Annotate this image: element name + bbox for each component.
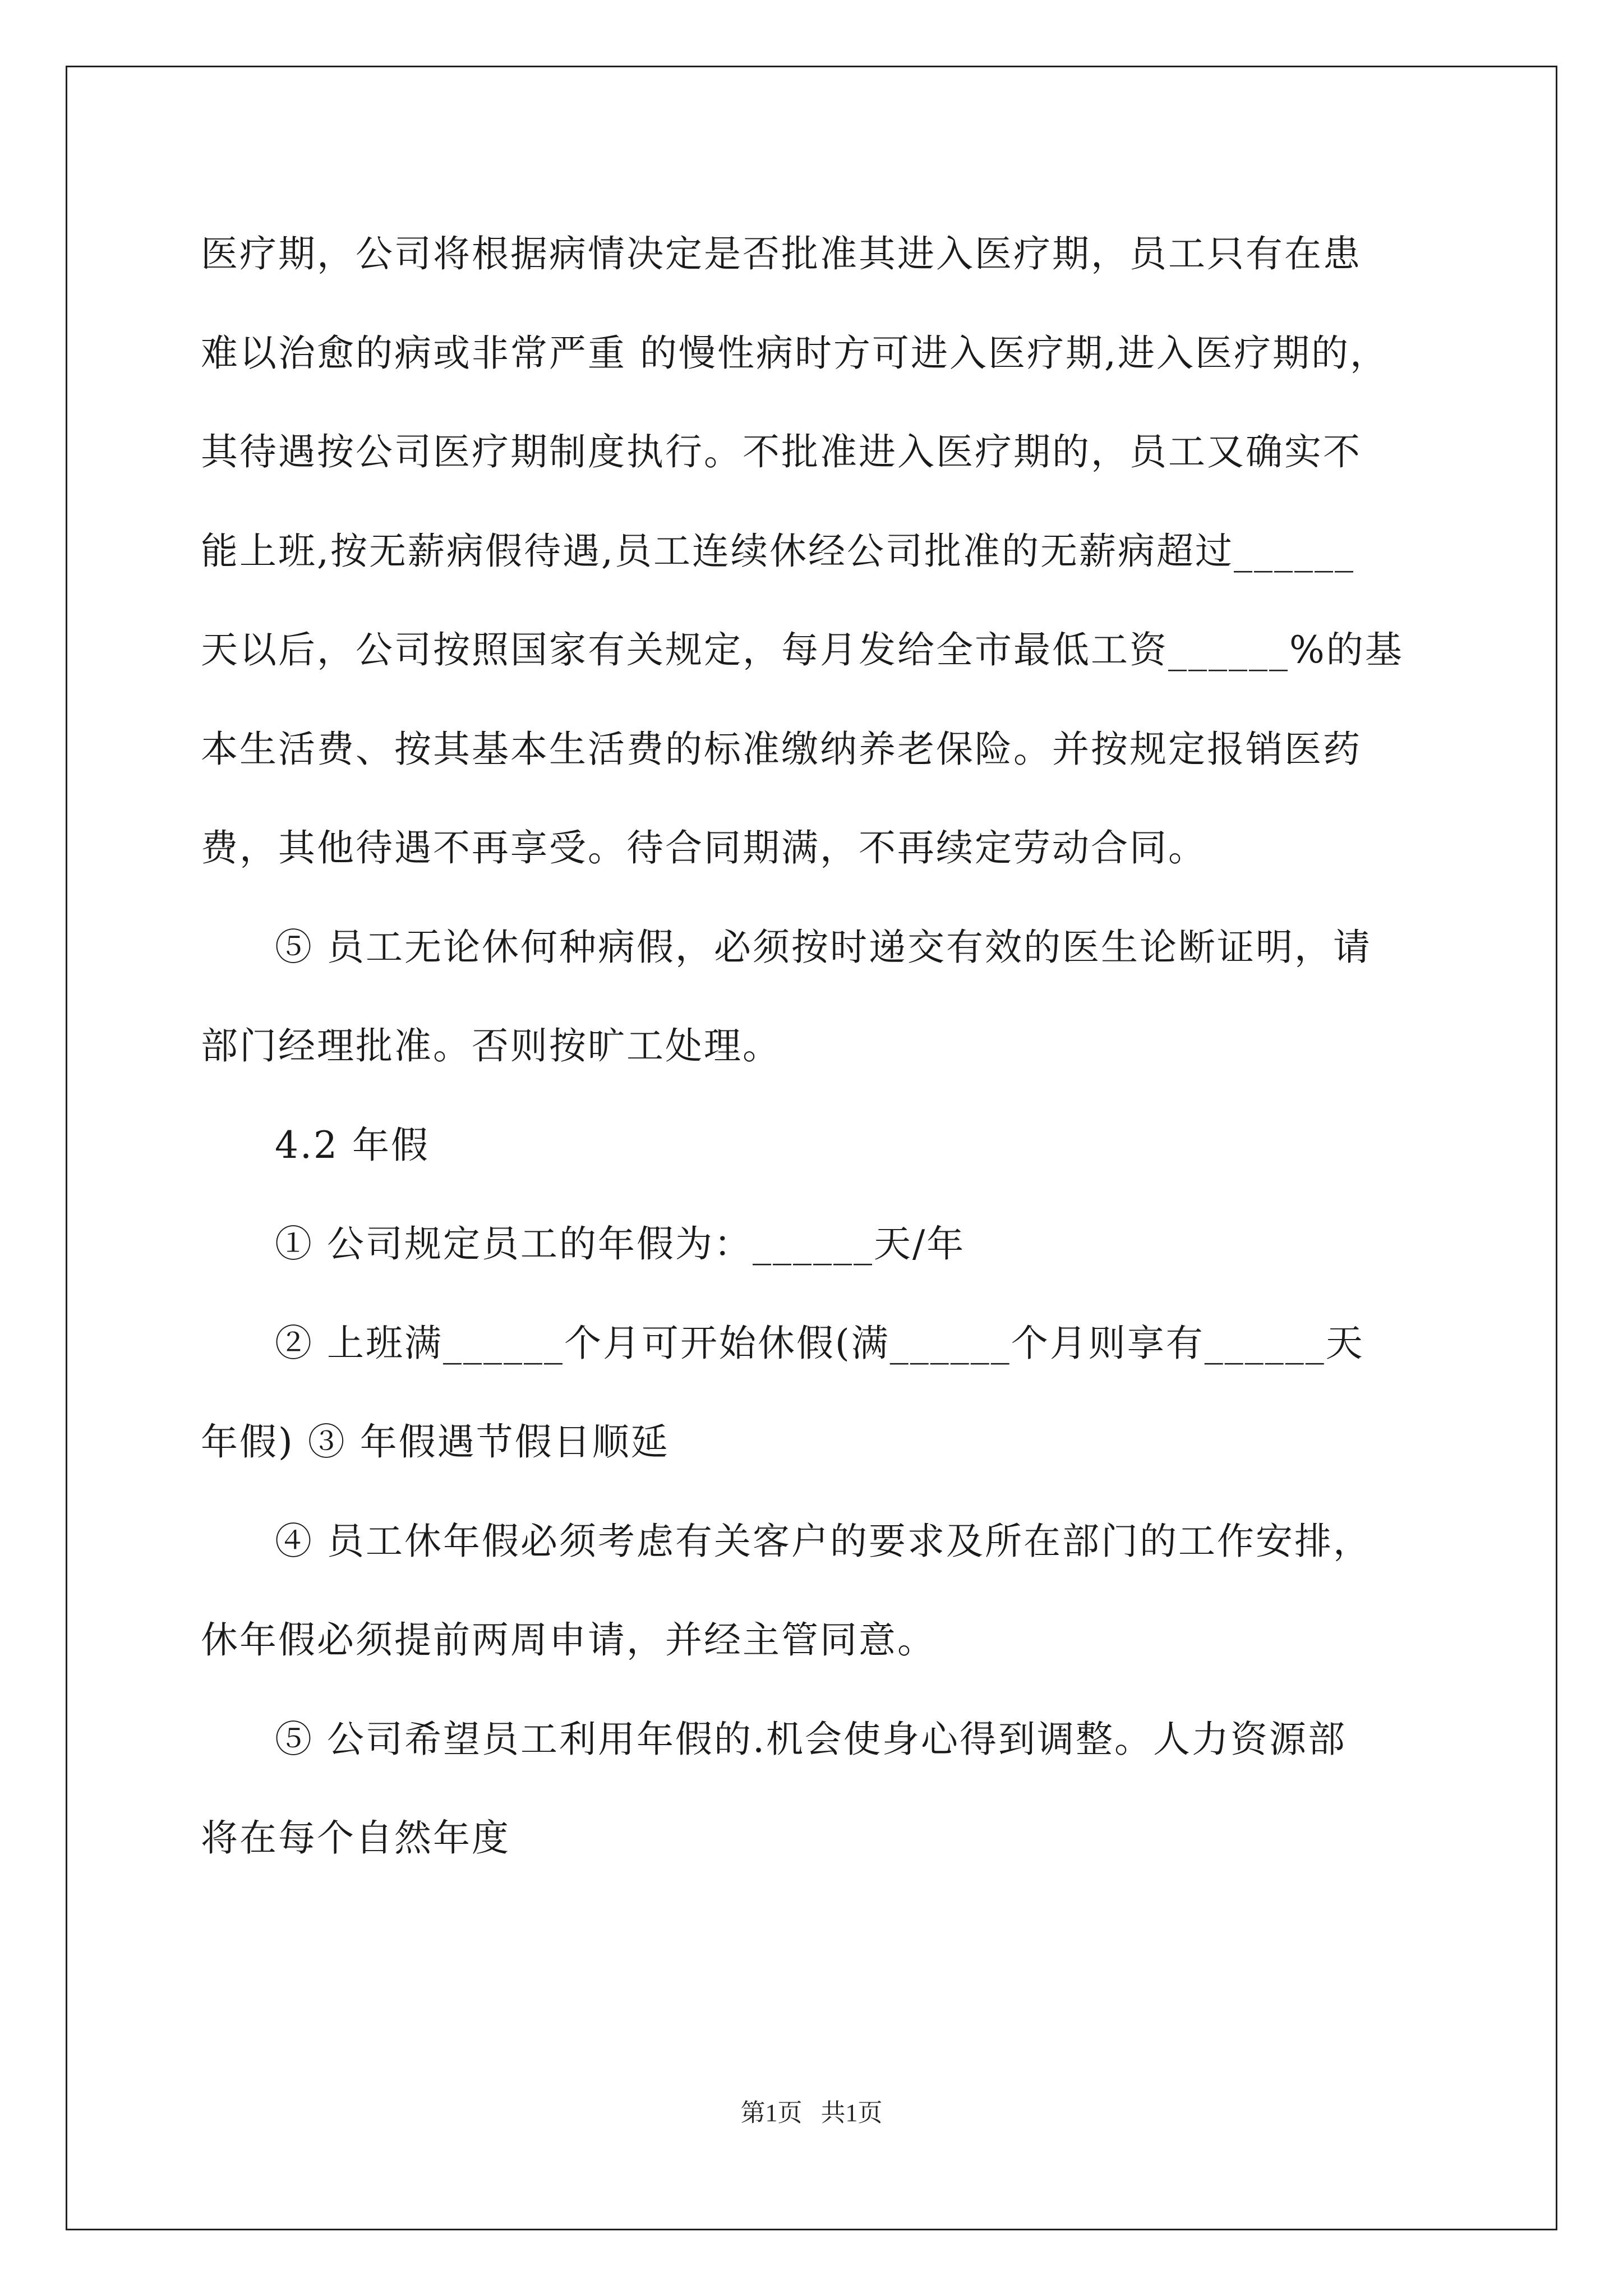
- document-body: [201, 205, 1468, 1888]
- text-line: 其待遇按公司医疗期制度执行。不批准进入医疗期的，员工又确实不: [201, 430, 1362, 473]
- text-line: 部门经理批准。否则按旷工处理。: [201, 1024, 781, 1068]
- text-line: ② 上班满______个月可开始休假(满______个月则享有______天: [275, 1321, 1364, 1365]
- text-line: 本生活费、按其基本生活费的标准缴纳养老保险。并按规定报销医药: [201, 727, 1362, 771]
- text-line: 医疗期，公司将根据病情决定是否批准其进入医疗期，员工只有在患: [201, 232, 1362, 275]
- text-line: ④ 员工休年假必须考虑有关客户的要求及所在部门的工作安排，: [275, 1519, 1372, 1563]
- page-footer: 第1页 共1页: [740, 2099, 883, 2127]
- text-line: 费，其他待遇不再享受。待合同期满，不再续定劳动合同。: [201, 826, 1207, 869]
- text-line: ⑤ 公司希望员工利用年假的.机会使身心得到调整。人力资源部: [275, 1717, 1347, 1761]
- text-line: ① 公司规定员工的年假为：______天/年: [275, 1222, 966, 1266]
- section-heading: 4.2 年假: [275, 1123, 430, 1167]
- text-line: 天以后，公司按照国家有关规定，每月发给全市最低工资______%的基: [201, 628, 1404, 671]
- text-line: 能上班,按无薪病假待遇,员工连续休经公司批准的无薪病超过______: [201, 529, 1355, 573]
- text-line: 难以治愈的病或非常严重 的慢性病时方可进入医疗期,进入医疗期的，: [201, 331, 1389, 375]
- text-line: 年假) ③ 年假遇节假日顺延: [201, 1420, 670, 1464]
- text-line: ⑤ 员工无论休何种病假，必须按时递交有效的医生论断证明，请: [275, 925, 1372, 969]
- text-line: 休年假必须提前两周申请，并经主管同意。: [201, 1618, 936, 1662]
- text-line: 将在每个自然年度: [201, 1816, 510, 1860]
